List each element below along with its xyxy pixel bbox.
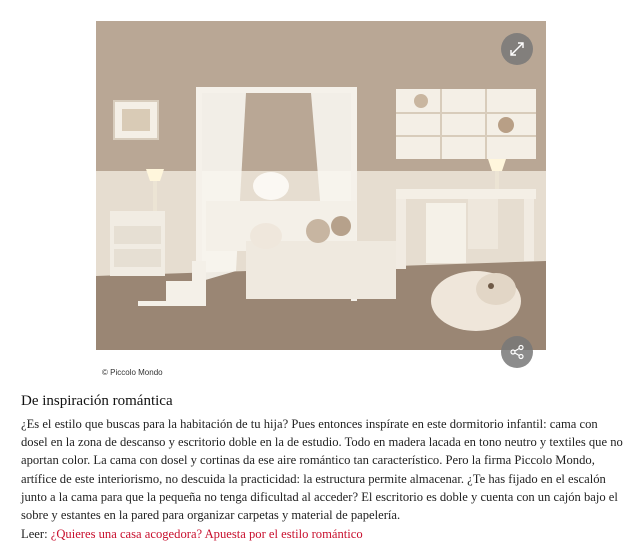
article-body: ¿Es el estilo que buscas para la habitación de tu hija? Pues entonces inspírate en este dormitorio infantil: cama con dosel en la zona de descanso y escritorio doble en la de estudio. Todo en madera lacada en tono neutro y textiles que no aportan color. La cama con dosel y cortinas da ese aire romántico tan característico. Pero la firma Piccolo Mondo, artífice de este interiorismo, no descuida la practicidad: la estructura permite almacenar. ¿Te has fijado en el escalón junto a la cama para que la pequeña no tenga dificultad al acceder? El escritorio es doble y cuenta con un cajón bajo el sobre y estantes en la pared para organizar carpetas y material de papelería. bbox=[21, 417, 623, 523]
share-icon bbox=[509, 344, 525, 360]
article-heading: De inspiración romántica bbox=[21, 393, 173, 409]
read-more-line bbox=[21, 527, 363, 542]
read-more-label: Leer: bbox=[21, 527, 48, 541]
photo-credit: © Piccolo Mondo bbox=[102, 368, 163, 377]
expand-image-button[interactable] bbox=[501, 33, 533, 65]
article-photo[interactable] bbox=[96, 21, 546, 350]
expand-arrows-icon bbox=[510, 42, 524, 56]
read-more-link[interactable]: ¿Quieres una casa acogedora? Apuesta por el estilo romántico bbox=[50, 527, 363, 541]
bedroom-photo-illustration bbox=[96, 21, 546, 350]
share-button[interactable] bbox=[501, 336, 533, 368]
